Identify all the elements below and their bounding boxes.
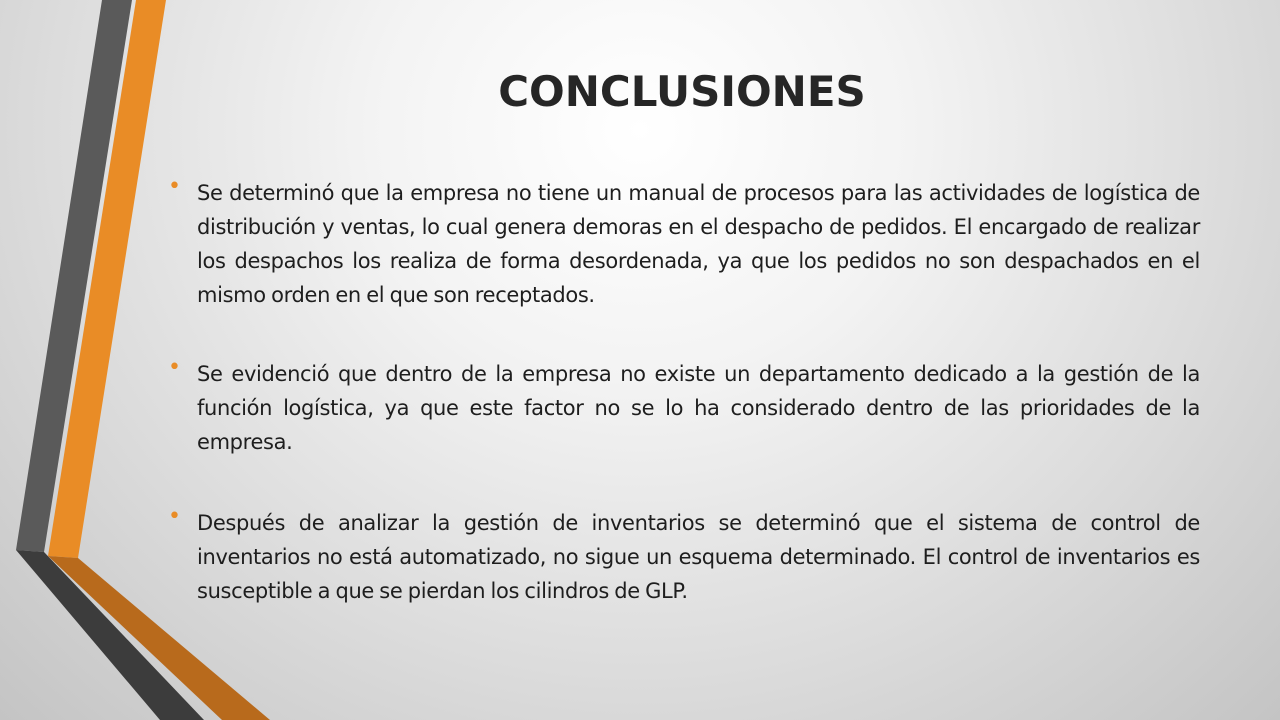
bullet-dot-icon: • <box>168 174 181 199</box>
slide-title: CONCLUSIONES <box>498 67 866 116</box>
conclusion-text: Se evidenció que dentro de la empresa no existe un departamento dedicado a la gestión de la función logística, ya que este factor no se lo ha considerado dentro de las prioridades de la empresa. <box>197 362 1200 454</box>
conclusion-item <box>160 176 1200 312</box>
bullet-dot-icon: • <box>168 355 181 380</box>
conclusion-item <box>160 357 1200 459</box>
conclusions-list <box>160 176 1200 608</box>
conclusion-text: Se determinó que la empresa no tiene un manual de procesos para las actividades de logística de distribución y ventas, lo cual genera demoras en el despacho de pedidos. El encargado de realizar los despachos los realiza de forma desordenada, ya que los pedidos no son despachados en el mismo orden en el que son receptados. <box>197 181 1200 307</box>
conclusion-item <box>160 506 1200 608</box>
bullet-dot-icon: • <box>168 504 181 529</box>
conclusion-text: Después de analizar la gestión de inventarios se determinó que el sistema de control de inventarios no está automatizado, no sigue un esquema determinado. El control de inventarios es susceptible a que se pierdan los cilindros de GLP. <box>197 511 1200 603</box>
